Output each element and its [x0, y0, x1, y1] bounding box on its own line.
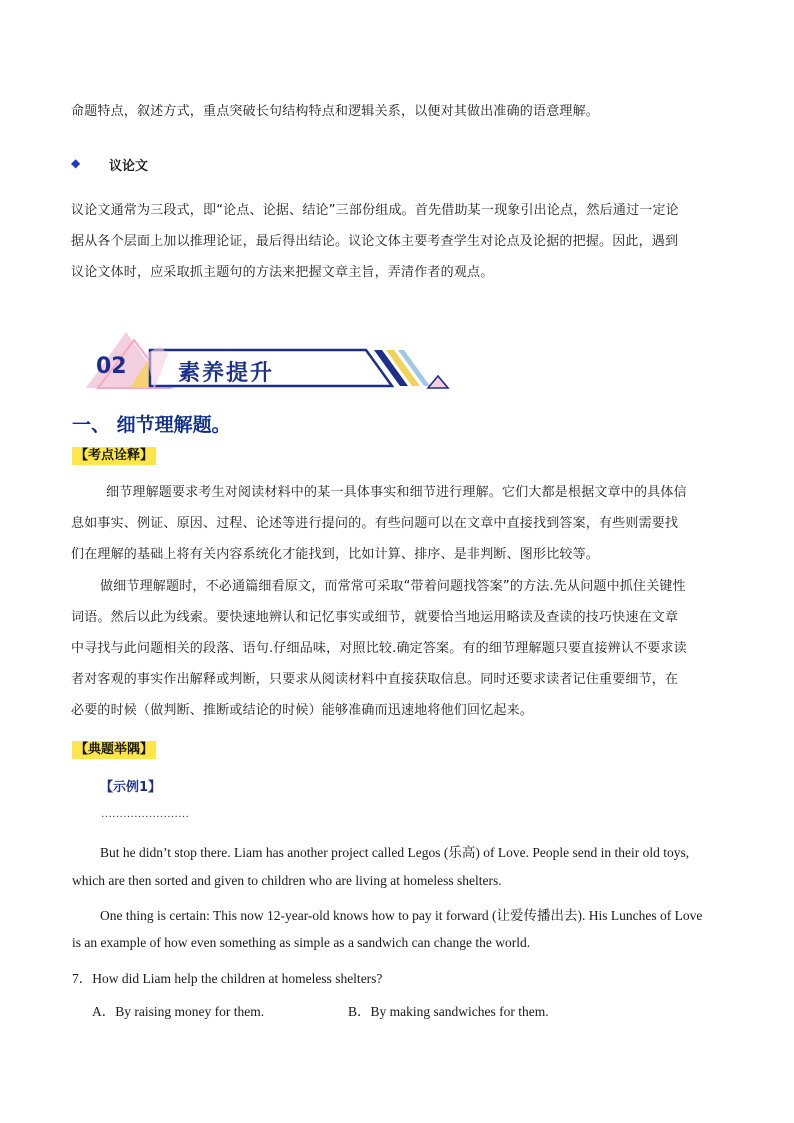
paragraph-line: 中寻找与此问题相关的段落、语句.仔细品味，对照比较.确定答案。有的细节理解题只要直接辨认不要求读 [71, 641, 687, 656]
intro-line: 命题特点，叙述方式，重点突破长句结构特点和逻辑关系，以便对其做出准确的语意理解。 [71, 104, 600, 119]
paragraph-line: 据从各个层面上加以推理论证，最后得出结论。议论文体主要考查学生对论点及论据的把握。因此，遇到 [71, 234, 679, 249]
question-text: 7．How did Liam help the children at homeless shelters? [72, 971, 383, 986]
paragraph-line: 者对客观的事实作出解释或判断，只要求从阅读材料中直接获取信息。同时还要求读者记住重要细节，在 [71, 672, 679, 687]
passage-line: is an example of how even something as simple as a sandwich can change the world. [72, 935, 531, 950]
ellipsis-dots: …………………… [101, 808, 189, 820]
paragraph-line: 议论文通常为三段式，即“论点、论据、结论”三部份组成。首先借助某一现象引出论点，然后通过一定论 [71, 203, 679, 218]
passage-line: which are then sorted and given to children who are living at homeless shelters. [72, 873, 502, 888]
option-a[interactable]: A．By raising money for them. [92, 1004, 265, 1019]
explain-paragraph-1 [71, 477, 724, 570]
paragraph-line: 们在理解的基础上将有关内容系统化才能找到，比如计算、排序、是非判断、图形比较等。 [71, 547, 600, 562]
subsection-title: 议论文 [109, 159, 149, 174]
passage-line: One thing is certain: This now 12-year-old knows how to pay it forward (让爱传播出去). His Lunches of Love [100, 908, 703, 923]
paragraph-line: 词语。然后以此为线索。要快速地辨认和记忆事实或细节，就要恰当地运用略读及查读的技巧快速在文章 [71, 610, 679, 625]
badge-number: 02 [96, 354, 127, 379]
explain-paragraph-2 [71, 571, 724, 726]
argument-paragraph [71, 195, 724, 288]
passage-line: But he didn’t stop there. Liam has another project called Legos (乐高) of Love. People send in their old toys, [100, 845, 690, 860]
option-b[interactable]: B．By making sandwiches for them. [348, 1004, 549, 1019]
small-triangle-icon [428, 376, 448, 388]
paragraph-line: 必要的时候（做判断、推断或结论的时候）能够准确而迅速地将他们回忆起来。 [71, 703, 534, 718]
diamond-bullet-icon: ◆ [71, 156, 81, 170]
paragraph-line: 议论文体时，应采取抓主题句的方法来把握文章主旨，弄清作者的观点。 [71, 265, 494, 280]
banner-label: 素养提升 [178, 361, 275, 386]
section-heading: 一、 细节理解题。 [72, 414, 231, 436]
tag-explain: 【考点诠释】 [72, 447, 156, 465]
example-label: 【示例1】 [100, 780, 162, 795]
paragraph-line: 细节理解题要求考生对阅读材料中的某一具体事实和细节进行理解。它们大都是根据文章中的具体信 [106, 485, 687, 500]
tag-example: 【典题举隅】 [72, 741, 156, 759]
paragraph-line: 做细节理解题时，不必通篇细看原文，而常常可采取“带着问题找答案”的方法.先从问题中抓住关键性 [100, 579, 686, 594]
paragraph-line: 息如事实、例证、原因、过程、论述等进行提问的。有些问题可以在文章中直接找到答案，有些则需要找 [71, 516, 679, 531]
intro-paragraph [71, 96, 724, 127]
